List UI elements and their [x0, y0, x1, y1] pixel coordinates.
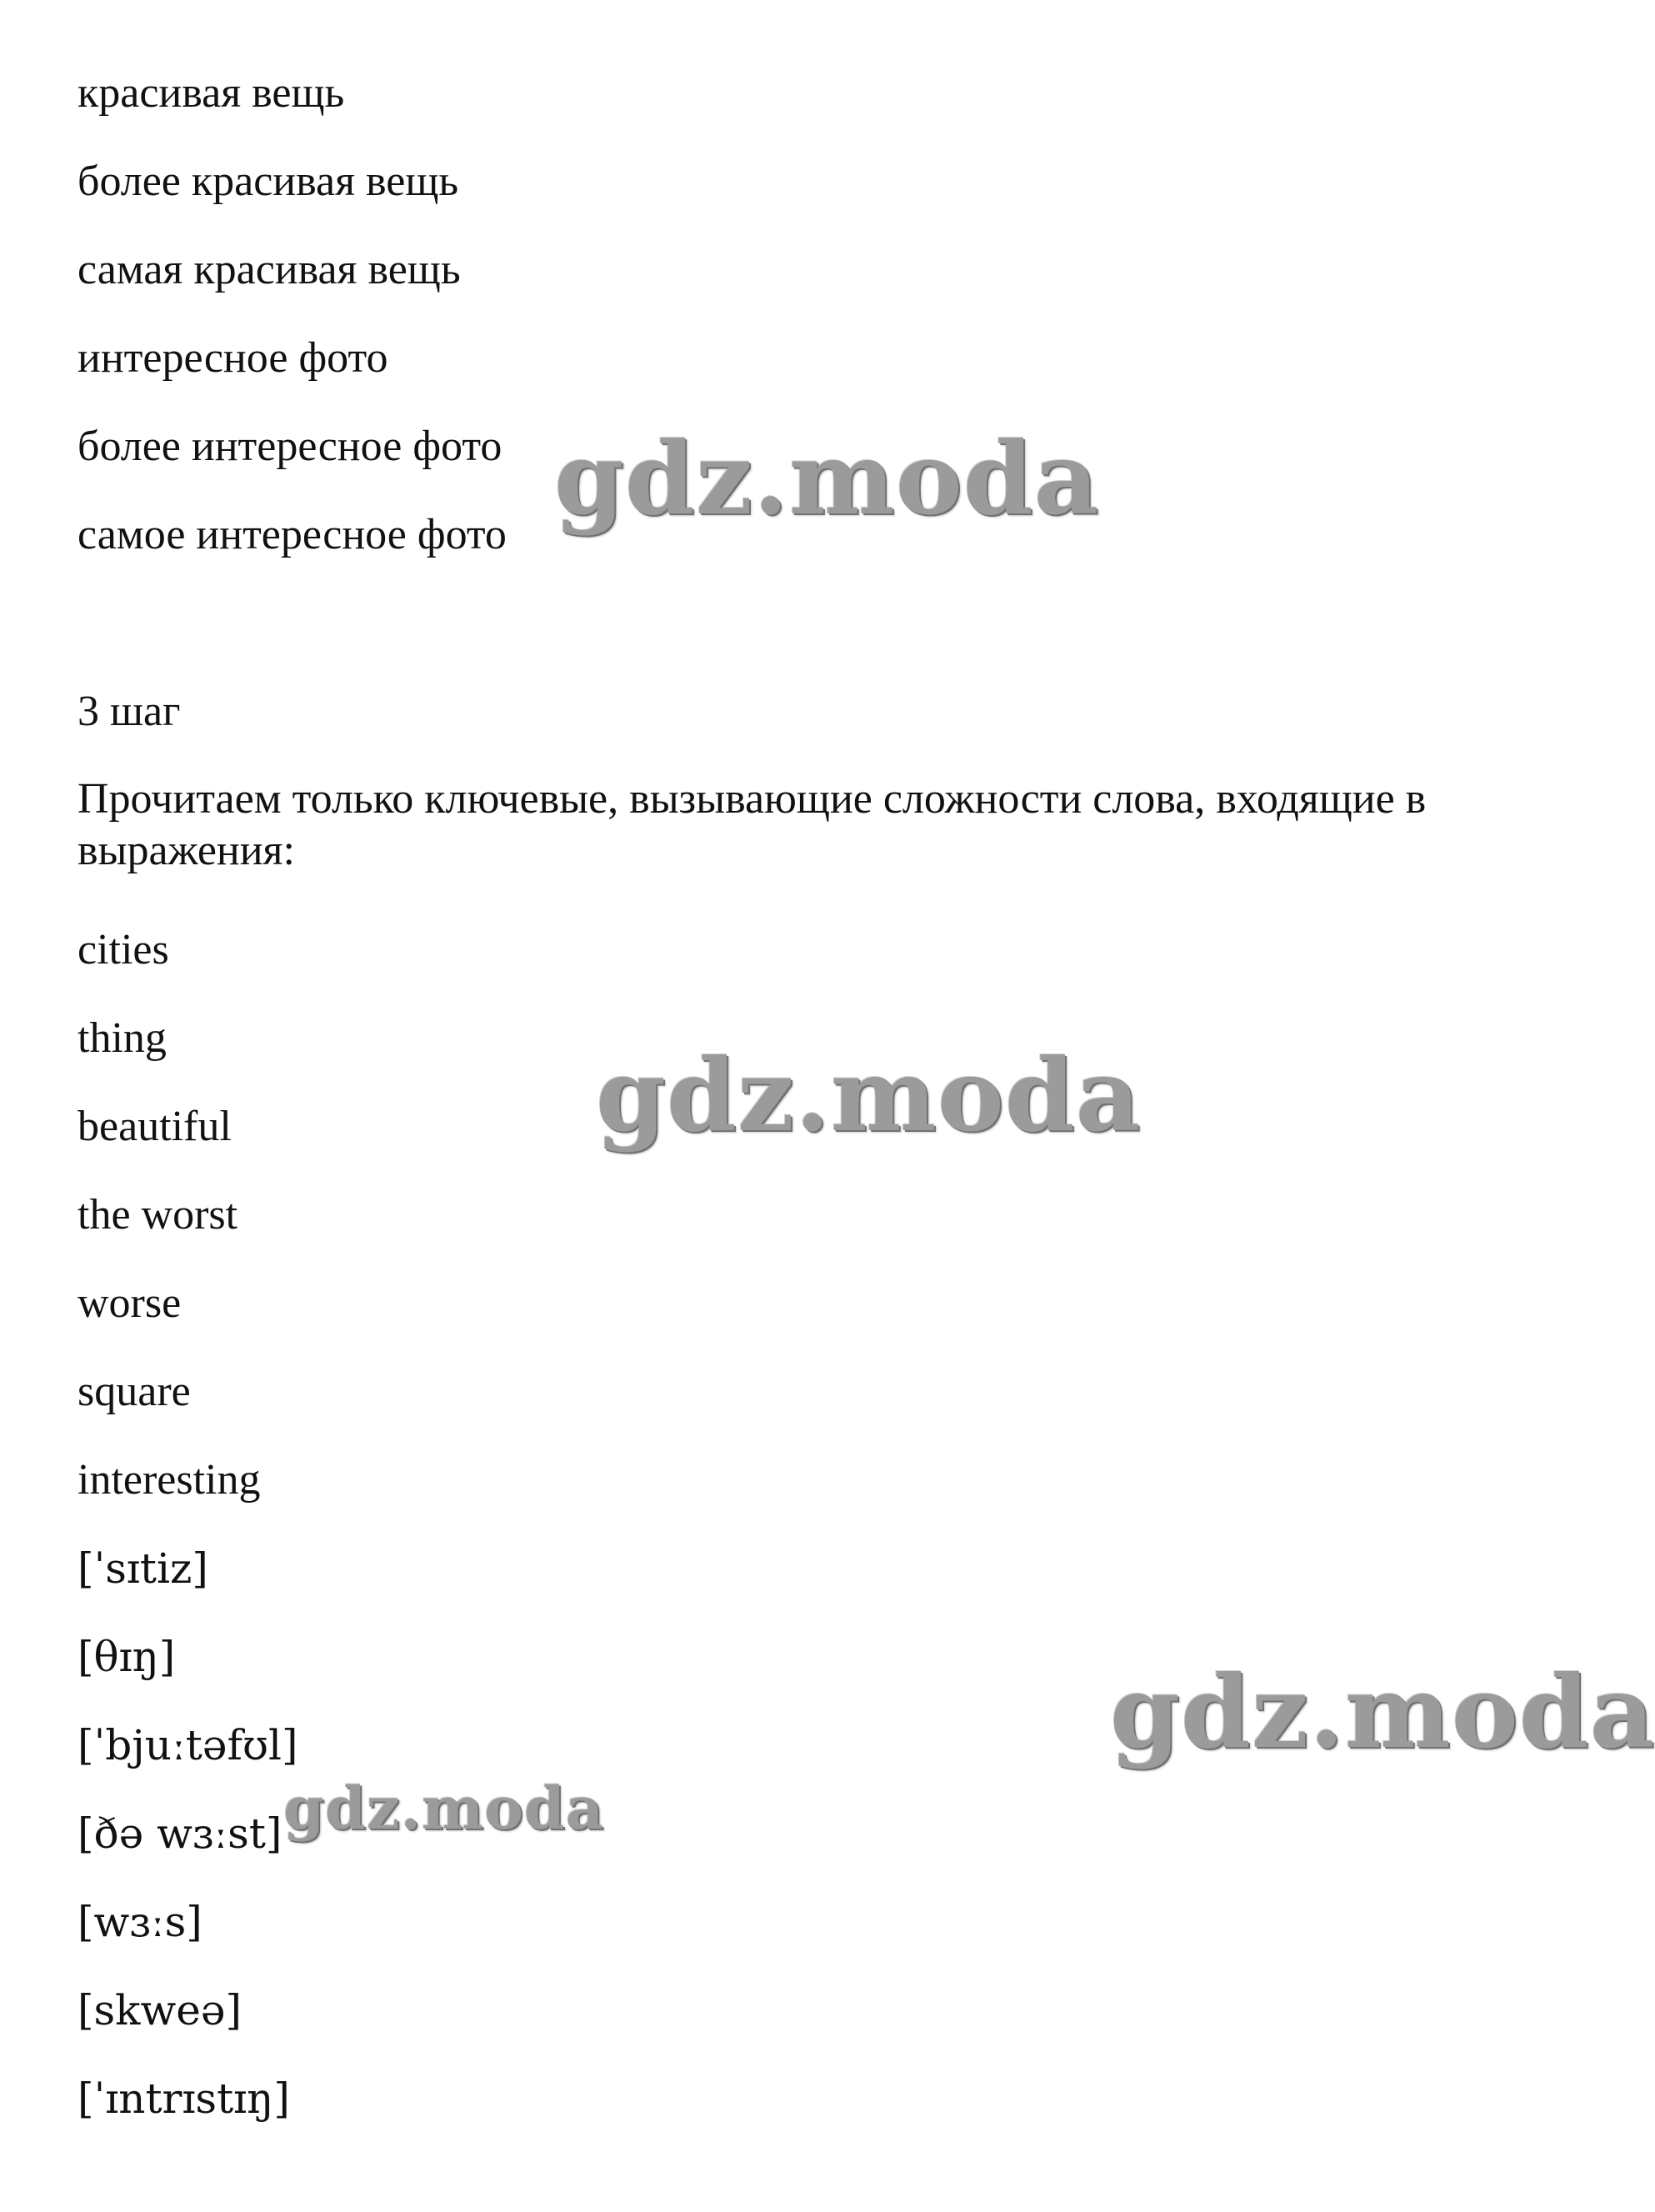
transcription-line: [wɜːs] [78, 1898, 202, 1946]
transcription-line: [ˈbjuːtəfʊl] [78, 1721, 298, 1769]
phrase-line: более интересное фото [78, 423, 502, 470]
instruction-paragraph: Прочитаем только ключевые, вызывающие сложности слова, входящие в выражения: [78, 775, 1427, 874]
watermark: gdz.moda [554, 420, 1100, 538]
word-line: interesting [78, 1456, 261, 1504]
watermark: gdz.moda [1110, 1654, 1655, 1771]
phrase-line: интересное фото [78, 334, 388, 382]
watermark: gdz.moda [283, 1774, 605, 1843]
word-line: worse [78, 1279, 182, 1327]
step-heading: 3 шаг [78, 688, 181, 735]
transcription-line: [skweə] [78, 1986, 242, 2034]
transcription-line: [ˈsɪtiz] [78, 1544, 208, 1593]
word-line: square [78, 1368, 191, 1415]
transcription-line: [ðə wɜːst] [78, 1809, 282, 1858]
phrase-line: более красивая вещь [78, 158, 459, 205]
phrase-line: самая красивая вещь [78, 246, 461, 293]
transcription-line: [ˈɪntrɪstɪŋ] [78, 2074, 290, 2123]
watermark: gdz.moda [596, 1037, 1142, 1154]
phrase-line: самое интересное фото [78, 511, 507, 558]
word-line: the worst [78, 1191, 238, 1239]
word-line: thing [78, 1014, 167, 1062]
transcription-line: [θɪŋ] [78, 1633, 176, 1681]
word-line: beautiful [78, 1103, 232, 1150]
word-line: cities [78, 926, 169, 973]
phrase-line: красивая вещь [78, 69, 345, 117]
